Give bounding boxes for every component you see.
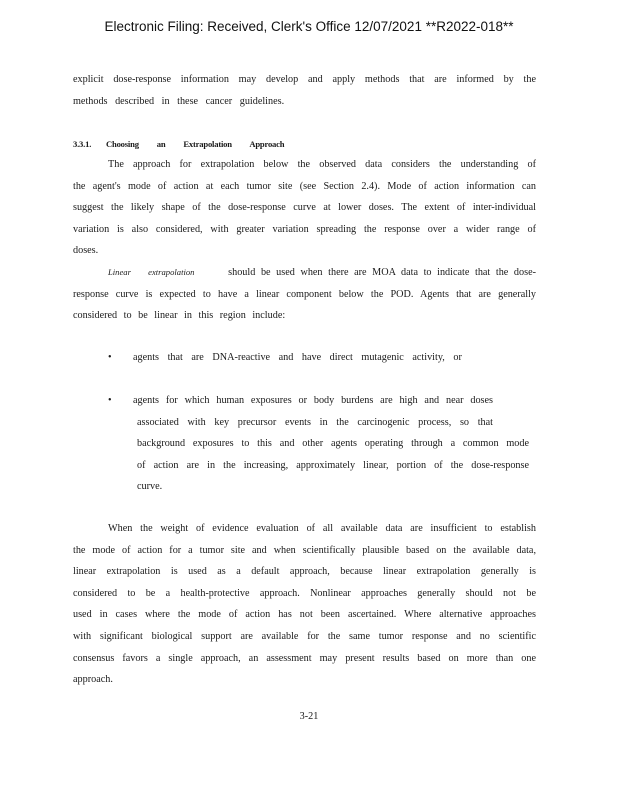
text-line: explicit dose-response information may develop and apply methods that are informed by the bbox=[73, 74, 536, 85]
text-line: with significant biological support are available for the same tumor response and no scientific bbox=[73, 630, 536, 642]
text-line bbox=[73, 262, 536, 284]
text-line: considered to be linear in this region include: bbox=[73, 310, 286, 322]
text-line: response curve is expected to have a linear component below the POD. Agents that are generally bbox=[73, 288, 536, 300]
text-line: When the weight of evidence evaluation of all available data are insufficient to establish bbox=[108, 523, 536, 534]
paragraph-intro bbox=[73, 69, 536, 112]
text-line: agents that are DNA-reactive and have direct mutagenic activity, or bbox=[133, 352, 462, 363]
page-number: 3-21 bbox=[299, 711, 319, 722]
section-title: Choosing an Extrapolation Approach bbox=[106, 139, 285, 149]
text-line: associated with key precursor events in the carcinogenic process, so that bbox=[137, 416, 493, 428]
text-line: The approach for extrapolation below the observed data considers the understanding of bbox=[108, 159, 536, 170]
text-line: considered to be a health-protective approach. Nonlinear approaches generally should not be bbox=[73, 587, 536, 599]
text-line: suggest the likely shape of the dose-response curve at lower doses. The extent of inter-individual bbox=[73, 202, 536, 214]
bullet-symbol: • bbox=[108, 395, 112, 406]
paragraph-default bbox=[73, 518, 536, 691]
text-line: the agent's mode of action at each tumor site (see Section 2.4). Mode of action information can bbox=[73, 180, 536, 192]
text-line: of action are in the increasing, approximately linear, portion of the dose-response bbox=[137, 459, 529, 471]
text-line: curve. bbox=[137, 481, 163, 493]
section-number: 3.3.1. bbox=[73, 139, 92, 149]
paragraph-linear bbox=[73, 262, 536, 327]
text-line: doses. bbox=[73, 245, 99, 257]
bullet-symbol: • bbox=[108, 352, 112, 363]
text-line: the mode of action for a tumor site and when scientifically plausible based on the available data, bbox=[73, 544, 536, 556]
text-line: background exposures to this and other agents operating through a common mode bbox=[137, 438, 529, 450]
text-line: used in cases where the mode of action has not been ascertained. Where alternative approaches bbox=[73, 609, 536, 621]
filing-header: Electronic Filing: Received, Clerk's Office 12/07/2021 **R2022-018** bbox=[104, 19, 514, 34]
text-line: approach. bbox=[73, 674, 113, 686]
text-line: variation is also considered, with greater variation spreading the response over a wider range of bbox=[73, 223, 536, 235]
italic-term: Linear extrapolation bbox=[108, 267, 195, 277]
section-heading bbox=[73, 134, 536, 156]
text-line: linear extrapolation is used as a default approach, because linear extrapolation generally is bbox=[73, 566, 536, 578]
text-line: consensus favors a single approach, an assessment may present results based on more than one bbox=[73, 652, 536, 664]
text-line: methods described in these cancer guidelines. bbox=[73, 95, 285, 107]
text-line: agents for which human exposures or body burdens are high and near doses bbox=[133, 395, 493, 406]
paragraph-approach bbox=[73, 154, 536, 262]
text-run: should be used when there are MOA data to indicate that the dose- bbox=[228, 267, 537, 278]
